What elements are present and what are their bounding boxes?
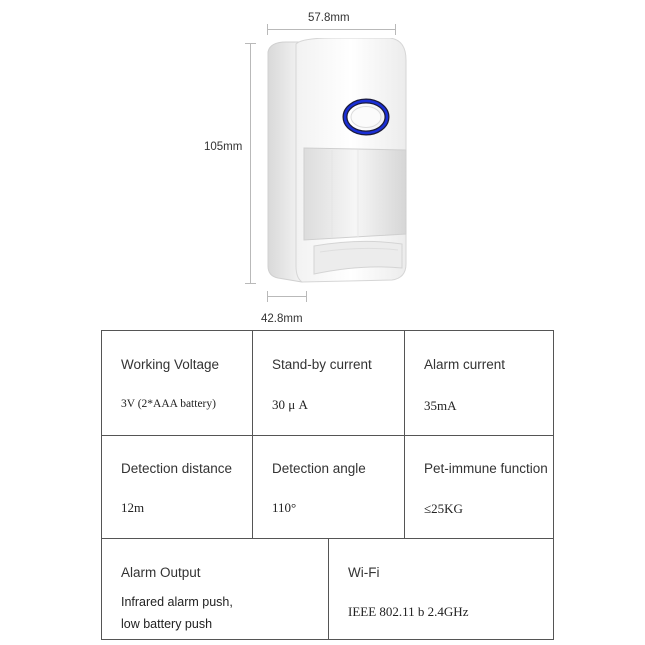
spec-cell-standby-current xyxy=(252,331,404,435)
spec-cell-pet-immune xyxy=(404,436,553,538)
spec-row xyxy=(102,331,553,435)
spec-label: Detection angle xyxy=(272,461,366,476)
spec-label: Detection distance xyxy=(121,461,233,476)
spec-value: 30 μ A xyxy=(272,397,308,412)
spec-value: IEEE 802.11 b 2.4GHz xyxy=(348,604,469,619)
spec-value: 3V (2*AAA battery) xyxy=(121,398,216,410)
spec-cell-alarm-output xyxy=(102,539,328,639)
depth-dimension-label: 42.8mm xyxy=(261,313,303,325)
spec-cell-detection-angle xyxy=(252,436,404,538)
motion-sensor-image xyxy=(262,38,408,284)
spec-row xyxy=(102,538,553,639)
spec-row xyxy=(102,435,553,538)
depth-dimension-tick-right xyxy=(306,291,307,302)
spec-value: ≤25KG xyxy=(424,501,463,516)
spec-label: Wi-Fi xyxy=(348,565,380,580)
spec-cell-alarm-current xyxy=(404,331,553,435)
spec-cell-wifi xyxy=(328,539,553,639)
width-dimension-line xyxy=(267,29,395,30)
spec-value: 110° xyxy=(272,500,297,515)
spec-label: Pet-immune function xyxy=(424,461,548,476)
spec-value: Infrared alarm push, low battery push xyxy=(121,595,233,631)
width-dimension-label: 57.8mm xyxy=(308,12,350,24)
height-dimension-tick-top xyxy=(245,43,256,44)
depth-dimension-line xyxy=(267,296,306,297)
depth-dimension-tick-left xyxy=(267,291,268,302)
spec-table xyxy=(101,330,554,640)
width-dimension-tick-left xyxy=(267,24,268,35)
width-dimension-tick-right xyxy=(395,24,396,35)
spec-label: Alarm current xyxy=(424,357,506,372)
spec-label: Stand-by current xyxy=(272,357,372,372)
height-dimension-label: 105mm xyxy=(204,141,243,153)
spec-cell-working-voltage xyxy=(102,331,252,435)
spec-cell-detection-distance xyxy=(102,436,252,538)
motion-sensor-illustration xyxy=(262,38,408,284)
spec-label: Alarm Output xyxy=(121,565,201,580)
spec-label: Working Voltage xyxy=(121,357,220,372)
height-dimension-line xyxy=(250,43,251,283)
height-dimension-tick-bottom xyxy=(245,283,256,284)
spec-value: 12m xyxy=(121,500,145,515)
spec-value: 35mA xyxy=(424,398,457,413)
